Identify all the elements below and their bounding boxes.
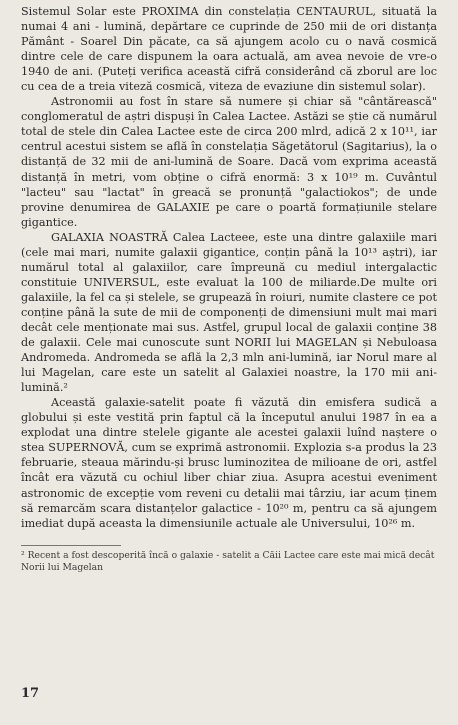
paragraph-3: GALAXIA NOASTRĂ Calea Lacteee, este una dintre galaxiile mari (cele mai mari, numite galaxii gigantice, conțin până la 10¹³ aștri), iar numărul total al galaxiilor, care împreună cu mediul intergalactic constituie UNIVERSUL, este evaluat la 100 de miliarde.De multe ori galaxiile, la fel ca și stelele, se grupează în roiuri, numite clastere ce pot conține până la sute de mii de componenți de dimensiuni mult mai mari decât cele menționate mai sus. Astfel, grupul local de galaxii conține 38 de galaxii. Cele mai cunoscute sunt NORII lui MAGELAN și Nebuloasa Andromeda. Andromeda se află la 2,3 mln ani-lumină, iar Norul mare al lui Magelan, care este un satelit al Galaxiei noastre, la 170 mii ani-lumină.² — [21, 230, 437, 395]
paragraph-2: Astronomii au fost în stare să numere și chiar să "cântărească" conglomeratul de aștri dispuși în Calea Lactee. Astăzi se știe că numărul total de stele din Calea Lactee este de circa 200 mlrd, adică 2 x 10¹¹, iar centrul acestui sistem se află în constelația Săgetătorul (Sagitarius), la o distanță de 32 mii de ani-lumină de Soare. Dacă vom exprima această distanță în metri, vom obține o cifră enormă: 3 x 10¹⁹ m. Cuvântul "lacteu" sau "lactat" în greacă se pronunță "galactiokos"; de unde provine denumirea de GALAXIE pe care o poartă formațiunile stelare gigantice. — [21, 95, 437, 229]
paragraph-1: Sistemul Solar este PROXIMA din constelația CENTAURUL, situată la numai 4 ani - lumină, depărtare ce cuprinde de 250 mii de ori distanța Pământ - Soarel Din păcate, ca să ajungem acolo cu o navă cosmică dintre cele de care dispunem la oara actuală, am avea nevoie de vre-o 1940 de ani. (Puteți verifica această cifră considerând că zborul are loc cu cea de a treia viteză cosmică, viteza de evaziune din sistemul solar). — [21, 5, 437, 94]
page-number: 17 — [21, 686, 40, 701]
paragraph-4: Această galaxie-satelit poate fi văzută din emisfera sudică a globului și este vestită prin faptul că la începutul anului 1987 în ea a explodat una dintre stelele gigante ale acestei galaxii luînd naștere o stea SUPERNOVĂ, cum se exprimă astronomii. Explozia s-a produs la 23 februarie, steaua mărindu-și brusc luminozitea de milioane de ori, astfel încât era văzută cu ochiul liber chiar ziua. Asupra acestui eveniment astronomic de excepție vom reveni cu detalii mai târziu, iar acum ținem să remarcăm scara distanțelor galactice - 10²⁰ m, pentru ca să ajungem imediat după aceasta la dimensiunile actuale ale Universului, 10²⁶ m. — [21, 396, 437, 530]
footnote-separator — [21, 545, 121, 546]
footnote: ² Recent a fost descoperită încă o galaxie - satelit a Căii Lactee care este mai mică decât Norii lui Magelan — [21, 549, 435, 573]
